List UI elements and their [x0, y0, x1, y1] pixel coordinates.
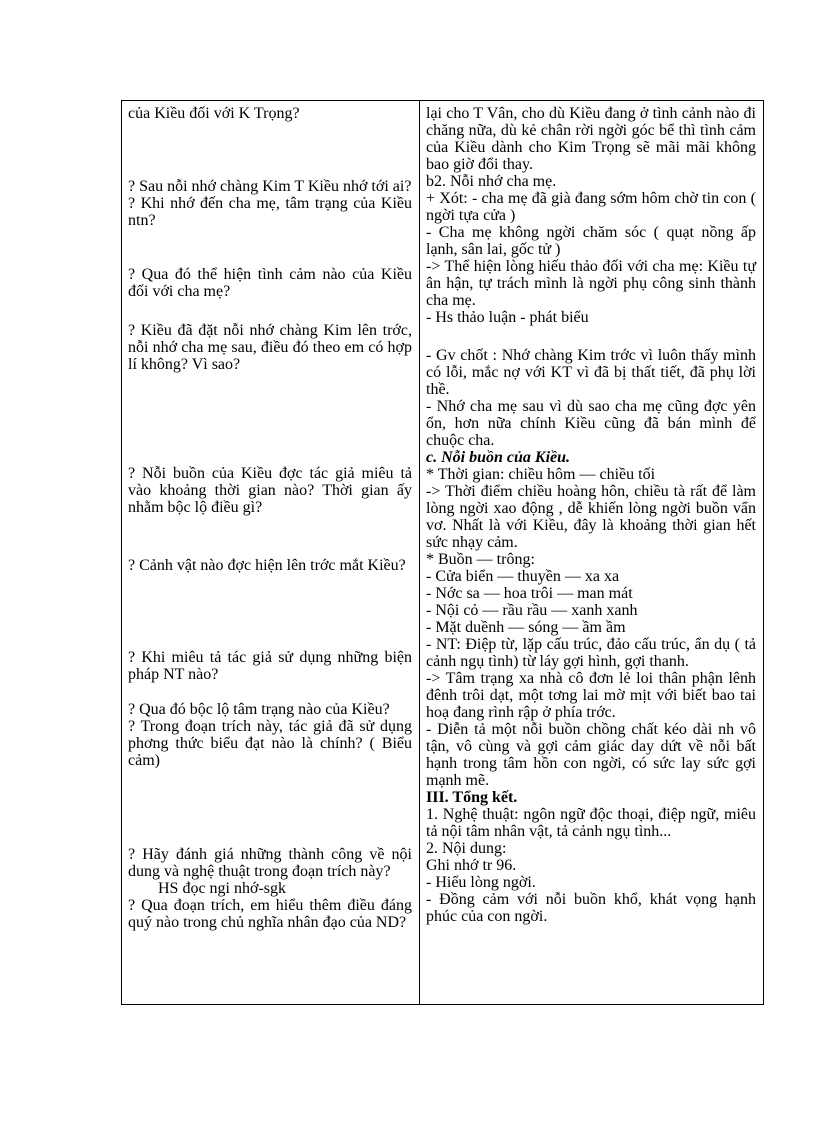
question-block: [128, 322, 412, 373]
answer-text: - Nhớ cha mẹ sau vì dù sao cha mẹ cũng đợc yên ổn, hơn nữa chính Kiều cũng đã bán mình để chuộc cha.: [426, 398, 756, 449]
section-heading: c. Nỗi buồn của Kiều.: [426, 449, 571, 466]
answer-text: 2. Nội dung:: [426, 840, 507, 857]
question-block: [128, 105, 412, 122]
section-heading: III. Tổng kết.: [426, 789, 518, 806]
section-heading: b2. Nỗi nhớ cha mẹ.: [426, 173, 557, 190]
scene-line: - Nớc sa — hoa trôi — man mát: [426, 585, 633, 602]
question-block: [128, 266, 412, 300]
question-block: [128, 701, 412, 769]
answer-text: - Diễn tả một nỗi buồn chồng chất kéo dài nh vô tận, vô cùng và gợi cảm giác day dứt về nỗi bất hạnh trong tâm hồn con ngời, có sức lay sức gợi mạnh mẽ.: [426, 721, 756, 789]
question-block: [128, 178, 412, 229]
question-text: ? Hãy đánh giá những thành công về nội dung và nghệ thuật trong đoạn trích này?: [128, 846, 412, 880]
scene-line: - Nội cỏ — rầu rầu — xanh xanh: [426, 602, 638, 619]
question-block: [128, 846, 412, 931]
answer-text: 1. Nghệ thuật: ngôn ngữ độc thoại, điệp ngữ, miêu tả nội tâm nhân vật, tả cảnh ngụ tình...: [426, 806, 756, 840]
scene-line: - Mặt duềnh — sóng — ầm ầm: [426, 619, 626, 636]
question-text: ? Sau nỗi nhớ chàng Kim T Kiều nhớ tới ai?: [128, 178, 412, 195]
answer-block: [426, 347, 756, 925]
lesson-table: [121, 100, 764, 1005]
question-text: ? Qua đó bộc lộ tâm trạng nào của Kiều?: [128, 701, 390, 718]
question-text: ? Khi nhớ đến cha mẹ, tâm trạng của Kiều ntn?: [128, 195, 412, 229]
answer-text: -> Tâm trạng xa nhà cô đơn lẻ loi thân phận lênh đênh trôi dạt, một tơng lai mờ mịt với biết bao tai hoạ đang rình rập ở phía trớc.: [426, 670, 756, 721]
answer-text: + Xót: - cha mẹ đã già đang sớm hôm chờ tin con ( ngời tựa cửa ): [426, 190, 756, 224]
answer-text: - NT: Điệp từ, lặp cấu trúc, đảo cấu trúc, ẩn dụ ( tả cảnh ngụ tình) từ láy gợi hình, gợi thanh.: [426, 636, 756, 670]
answer-text: lại cho T Vân, cho dù Kiều đang ở tình cảnh nào đi chăng nữa, dù kẻ chân rời ngời góc bể thì tình cảm của Kiều dành cho Kim Trọng sẽ mãi mãi không bao giờ đổi thay.: [426, 105, 756, 173]
question-block: [128, 465, 412, 516]
question-text: ? Trong đoạn trích này, tác giả đã sử dụng phơng thức biểu đạt nào là chính? ( Biểu cảm): [128, 718, 412, 769]
question-text: ? Qua đó thể hiện tình cảm nào của Kiều đối với cha mẹ?: [128, 266, 412, 300]
instruction-text: HS đọc ngi nhớ-sgk: [158, 880, 287, 897]
question-block: [128, 557, 412, 574]
answer-block: [426, 105, 756, 326]
question-text: ? Cảnh vật nào đợc hiện lên trớc mắt Kiều?: [128, 557, 406, 574]
answer-text: Ghi nhớ tr 96.: [426, 857, 517, 874]
answer-text: - Hiểu lòng ngời.: [426, 874, 536, 891]
answer-text: - Gv chốt : Nhớ chàng Kim trớc vì luôn thấy mình có lỗi, mắc nợ với KT vì đã bị thất tiết, đã phụ lời thề.: [426, 347, 756, 398]
question-block: [128, 649, 412, 683]
answer-text: -> Thể hiện lòng hiếu thảo đối với cha mẹ: Kiều tự ân hận, tự trách mình là ngời phụ công sinh thành cha mẹ.: [426, 258, 756, 309]
answer-text: * Buồn — trông:: [426, 551, 535, 568]
answer-text: * Thời gian: chiều hôm — chiều tối: [426, 466, 656, 483]
answer-text: - Hs thảo luận - phát biểu: [426, 309, 589, 326]
answers-column: [420, 101, 763, 1004]
question-text: của Kiều đối với K Trọng?: [128, 105, 300, 122]
scene-line: - Cửa biển — thuyền — xa xa: [426, 568, 620, 585]
question-text: ? Nỗi buồn của Kiều đợc tác giả miêu tả vào khoảng thời gian nào? Thời gian ấy nhằm bộc lộ điều gì?: [128, 465, 412, 516]
question-text: ? Qua đoạn trích, em hiểu thêm điều đáng quý nào trong chủ nghĩa nhân đạo của ND?: [128, 897, 412, 931]
answer-text: -> Thời điểm chiều hoàng hôn, chiều tà rất để làm lòng ngời xao động , dễ khiến lòng ngời buồn vẩn vơ. Nhất là với Kiều, đây là khoảng thời gian hết sức nhạy cảm.: [426, 483, 756, 551]
answer-text: - Cha mẹ không ngời chăm sóc ( quạt nồng ấp lạnh, sân lai, gốc tử ): [426, 224, 756, 258]
question-text: ? Khi miêu tả tác giả sử dụng những biện pháp NT nào?: [128, 649, 412, 683]
answer-text: - Đồng cảm với nỗi buồn khổ, khát vọng hạnh phúc của con ngời.: [426, 891, 756, 925]
questions-column: [122, 101, 419, 1004]
question-text: ? Kiều đã đặt nỗi nhớ chàng Kim lên trớc, nỗi nhớ cha mẹ sau, điều đó theo em có hợp lí không? Vì sao?: [128, 322, 412, 373]
